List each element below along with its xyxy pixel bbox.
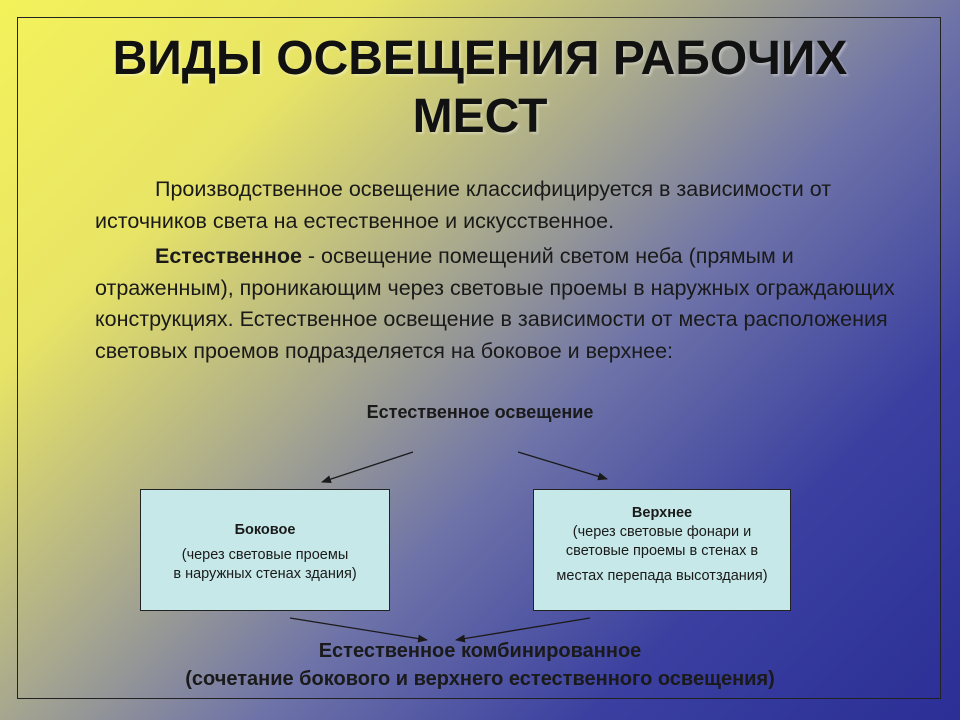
top-lighting-box: [533, 489, 791, 611]
top-lighting-title: Верхнее: [631, 505, 693, 521]
slide-title-line1: ВИДЫ ОСВЕЩЕНИЯ РАБОЧИХ: [112, 32, 848, 85]
natural-definition: - освещение помещений светом неба (прямым и отраженным), проникающим через световые проемы в наружных ограждающих конструкциях. Естественное освещение в зависимости от места расположения световых проемов подразделяется на боковое и верхнее:: [95, 244, 895, 363]
diagram-root-label: Естественное освещение: [366, 402, 594, 422]
side-lighting-line1: (через световые проемы: [181, 547, 349, 563]
slide-title-line2: МЕСТ: [412, 90, 548, 143]
body-text: [95, 174, 905, 371]
side-lighting-title: Боковое: [234, 522, 296, 538]
slide-title: [40, 30, 920, 146]
top-lighting-line1: (через световые фонари и: [572, 524, 752, 540]
natural-term: Естественное: [155, 244, 302, 268]
top-lighting-line2: световые проемы в стенах в: [565, 543, 759, 559]
natural-paragraph: [95, 241, 905, 367]
top-lighting-line3: местах перепада высотздания): [556, 568, 768, 584]
side-lighting-box: [140, 489, 390, 611]
intro-paragraph: Производственное освещение классифицируется в зависимости от источников света на естественное и искусственное.: [95, 177, 832, 233]
side-lighting-line2: в наружных стенах здания): [173, 566, 357, 582]
combined-lighting-note: (сочетание бокового и верхнего естественного освещения): [185, 668, 775, 690]
combined-lighting-title: Естественное комбинированное: [318, 640, 642, 662]
